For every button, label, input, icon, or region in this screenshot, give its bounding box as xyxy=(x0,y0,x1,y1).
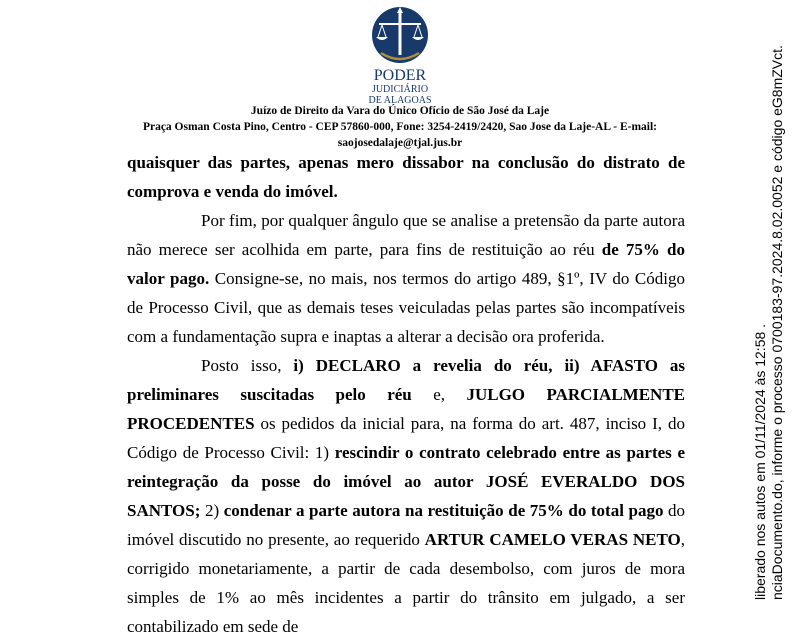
emblem-line-1: PODER xyxy=(373,67,427,84)
scales-of-justice-emblem xyxy=(365,3,435,113)
text: do imóvel discutido no presente, ao requerido xyxy=(127,501,686,549)
signature-note-line-2: nciaDocumento.do, informe o processo 0700183-97.2024.8.02.0052 e código eG8mZVct. xyxy=(769,45,785,600)
paragraph-2 xyxy=(127,206,685,351)
text: Por fim, por qualquer ângulo que se analise a pretensão da parte autora não merece ser acolhida em parte, para fins de restituição ao réu xyxy=(127,211,685,259)
signature-note-line-1: liberado nos autos em 01/11/2024 às 12:58 . xyxy=(752,323,768,600)
document-signature-note xyxy=(752,0,786,600)
text: , corrigido monetariamente, a partir de cada desembolso, com juros de mora simples de 1% ao mês incidentes a partir do trânsito em julgado, a ser contabilizado em sede de xyxy=(127,530,685,636)
court-address: Praça Osman Costa Pino, Centro - CEP 57860-000, Fone: 3254-2419/2420, Sao Jose da Laje-AL - E-mail: saojosedalaje@tjal.jus.br xyxy=(142,121,658,149)
bold-text: rescindir o contrato celebrado entre as partes e reintegração da posse do imóvel ao autor JOSÉ EVERALDO DOS SANTOS; xyxy=(127,443,685,520)
paragraph-3 xyxy=(127,351,685,641)
emblem-line-3: DE ALAGOAS xyxy=(368,95,432,106)
bold-text: JULGO PARCIALMENTE PROCEDENTES xyxy=(127,385,685,433)
text: Posto isso, xyxy=(201,356,294,375)
bold-text: i) DECLARO a revelia do réu, ii) AFASTO as preliminares suscitadas pelo réu xyxy=(127,356,686,404)
emblem-line-2: JUDICIÁRIO xyxy=(371,84,429,95)
bold-text: ARTUR CAMELO VERAS NETO xyxy=(424,530,681,549)
court-name: Juízo de Direito da Vara do Único Ofício de São José da Laje xyxy=(250,105,550,117)
court-logo xyxy=(365,3,435,113)
bold-text: condenar a parte autora na restituição de 75% do total pago xyxy=(223,501,664,520)
text: os pedidos da inicial para, na forma do art. 487, inciso I, do Código de Processo Civil: 1) xyxy=(127,414,685,462)
bold-text: de 75% do valor pago. xyxy=(127,240,685,288)
paragraph-1 xyxy=(127,148,685,206)
text: Consigne-se, no mais, nos termos do artigo 489, §1º, IV do Código de Processo Civil, que as demais teses veiculadas pelas partes são incompatíveis com a fundamentação supra e inaptas a alterar a decisão ora proferida. xyxy=(127,269,685,346)
text: 2) xyxy=(200,501,224,520)
bold-text: quaisquer das partes, apenas mero dissabor na conclusão do distrato de comprova e venda do imóvel. xyxy=(127,153,685,201)
document-body xyxy=(127,148,685,641)
text: e, xyxy=(411,385,467,404)
